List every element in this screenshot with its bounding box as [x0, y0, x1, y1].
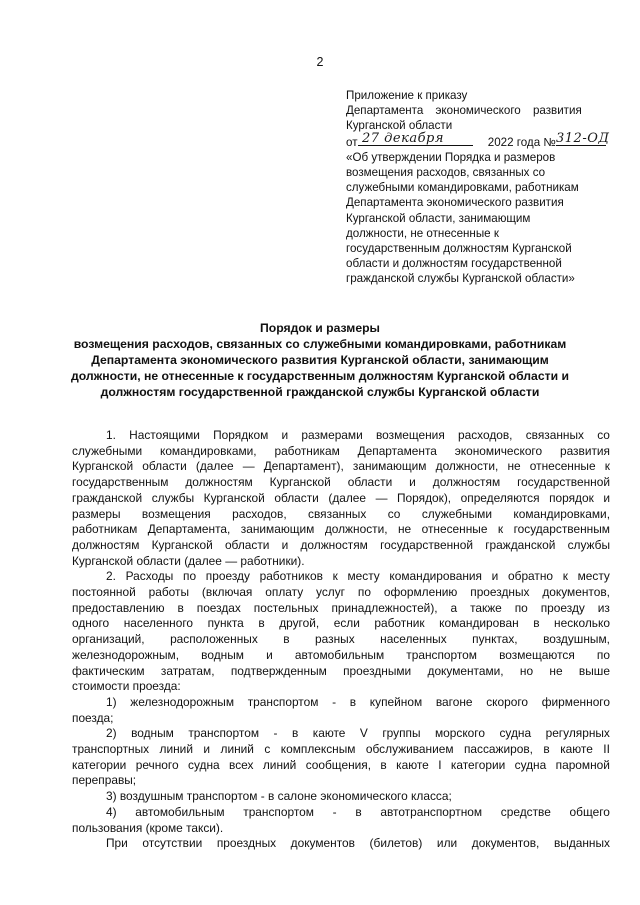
- word: документов,: [542, 585, 610, 600]
- word: водным: [131, 726, 174, 741]
- word: в: [291, 726, 299, 741]
- appendix-about-line: возмещения расходов, связанных со: [346, 166, 546, 180]
- paragraph-1: [72, 428, 610, 569]
- word: принадлежностей),: [331, 600, 438, 615]
- appendix-about-line: гражданской службы Курганской области»: [346, 272, 575, 286]
- word: области: [224, 537, 270, 552]
- word: постельных: [253, 600, 319, 615]
- text-line: переправы;: [72, 773, 137, 788]
- word: постоянной: [72, 585, 136, 600]
- word: проездных: [470, 585, 530, 600]
- word: транспортом: [188, 726, 259, 741]
- text-line: [72, 632, 610, 648]
- word: автомобильным: [135, 804, 225, 819]
- word: группы: [382, 726, 421, 741]
- word: или: [436, 836, 458, 851]
- word: определяются: [460, 490, 540, 505]
- word: автомобильным: [294, 647, 385, 662]
- word: обратно: [508, 569, 554, 584]
- word: каюте: [312, 726, 346, 741]
- word: месту: [577, 569, 610, 584]
- word: должностям: [300, 537, 368, 552]
- word: Расходы: [125, 569, 174, 584]
- word: При: [106, 836, 128, 851]
- word: оформлению: [383, 585, 458, 600]
- word: командировками,: [513, 506, 610, 521]
- word: но: [519, 663, 534, 678]
- word: автотранспортном: [380, 804, 483, 819]
- word: регулярных: [545, 726, 610, 741]
- word: фирменного: [541, 694, 610, 709]
- word: V: [359, 726, 368, 741]
- word: паромной: [555, 757, 610, 772]
- word: службы: [567, 537, 610, 552]
- word: скорого: [486, 694, 529, 709]
- text-line: [72, 475, 610, 491]
- word: из: [597, 600, 610, 615]
- word: несколько: [554, 616, 610, 631]
- word: линий: [262, 757, 297, 772]
- word: в: [355, 804, 362, 819]
- text-line: стоимости проезда:: [72, 679, 181, 694]
- word: и: [409, 475, 416, 490]
- word: I: [438, 757, 442, 772]
- word: транспортом: [243, 804, 314, 819]
- word: пункта: [207, 616, 244, 631]
- document-title: [40, 320, 600, 400]
- word: II: [603, 742, 610, 757]
- word: по: [357, 585, 371, 600]
- word: Порядок),: [397, 490, 452, 505]
- word: государственным: [72, 475, 169, 490]
- word: размерами: [301, 428, 363, 442]
- word: в: [177, 600, 184, 615]
- word: всех: [229, 757, 254, 772]
- text-line: [72, 805, 610, 821]
- text-line: поезда;: [72, 710, 114, 725]
- word: обслуживанием: [365, 742, 454, 757]
- word: судна: [188, 757, 220, 772]
- text-line: [72, 507, 610, 523]
- word: порядок: [549, 490, 594, 505]
- word: проезду: [205, 569, 250, 584]
- word: железнодорожным,: [72, 647, 180, 662]
- word: проездными: [343, 663, 412, 678]
- word: службы: [151, 490, 195, 505]
- word: если: [333, 616, 360, 631]
- word: гражданской: [485, 537, 556, 552]
- appendix-line: [346, 103, 608, 118]
- word: 1): [106, 694, 117, 709]
- title-line: должности, не отнесенные к государственным должностям Курганской области и: [71, 369, 569, 383]
- order-year: 2022 года №: [487, 135, 556, 149]
- word: развития: [559, 443, 610, 458]
- word: услуг: [316, 585, 346, 600]
- text-line: [72, 742, 610, 758]
- word: Департамент),: [263, 459, 344, 474]
- title-line: Порядок и размеры: [260, 321, 380, 335]
- word: в: [380, 757, 387, 772]
- list-item-3: [72, 789, 610, 805]
- text-line: [72, 664, 610, 680]
- word: и: [266, 647, 273, 662]
- text-line: [72, 491, 610, 507]
- word: транспортом: [247, 694, 319, 709]
- word: категории: [450, 757, 506, 772]
- text-line: [72, 695, 610, 711]
- title-line: возмещения расходов, связанных со служебными командировками, работникам: [73, 337, 567, 351]
- word: работы: [148, 585, 190, 600]
- appendix-header: [346, 88, 608, 287]
- word: занимающим: [240, 522, 315, 537]
- word: экономического: [454, 443, 543, 458]
- word: государственной: [380, 537, 473, 552]
- word: возмещения: [375, 428, 445, 442]
- word: Курганской: [269, 475, 331, 490]
- word: населенных: [380, 632, 447, 647]
- appendix-about-line: области и должностям государственной: [346, 257, 562, 271]
- word: не: [507, 459, 521, 474]
- word: проездных: [216, 836, 277, 851]
- text-line: 3) воздушным транспортом - в салоне экономического класса;: [106, 789, 452, 804]
- handwritten-number: 312-ОД: [556, 130, 610, 146]
- word: должностям: [72, 537, 140, 552]
- word: не: [549, 663, 563, 678]
- word: и: [281, 428, 289, 442]
- list-item-4: [72, 805, 610, 836]
- list-item-1: [72, 695, 610, 726]
- text-line: [72, 758, 610, 774]
- word: размеры: [72, 506, 121, 521]
- text-line: [72, 569, 610, 585]
- order-date-number-line: [346, 130, 610, 150]
- word: транспортом: [406, 647, 477, 662]
- word: разных: [315, 632, 355, 647]
- appendix-line: Курганской области: [346, 119, 453, 133]
- word: служебными: [421, 506, 492, 521]
- word: выше: [578, 663, 610, 678]
- word: отнесенные: [421, 522, 488, 537]
- word: возмещения: [141, 506, 211, 521]
- word: и: [281, 537, 289, 552]
- word: не: [397, 522, 412, 537]
- text-line: [72, 836, 610, 852]
- word: -: [273, 726, 278, 741]
- word: документов: [290, 836, 355, 851]
- text-line: Курганской области (далее — работники).: [72, 553, 305, 568]
- word: затратам,: [160, 663, 215, 678]
- word: командирования: [389, 569, 482, 584]
- word: области: [347, 475, 393, 490]
- word: (билетов): [369, 836, 423, 851]
- word: Курганской: [151, 537, 213, 552]
- word: 4): [106, 804, 117, 819]
- word: должности,: [435, 459, 499, 474]
- word: служебными: [72, 443, 143, 458]
- appendix-about-line: служебными командировками, работникам: [346, 181, 579, 195]
- word: населенного: [123, 616, 194, 631]
- word: сообщения,: [305, 757, 372, 772]
- word: должности,: [324, 522, 388, 537]
- word: линий: [220, 742, 254, 757]
- word: средстве: [500, 804, 551, 819]
- text-line: [72, 428, 610, 444]
- word: Курганской: [72, 459, 134, 474]
- word: к: [332, 569, 338, 584]
- order-prefix: от: [346, 135, 358, 149]
- word: (далее: [328, 490, 367, 505]
- word: -: [332, 804, 337, 819]
- word: гражданской: [72, 490, 143, 505]
- word: отсутствии: [142, 836, 203, 851]
- text-line: [72, 726, 610, 742]
- word: общего: [569, 804, 610, 819]
- word: в: [533, 616, 540, 631]
- handwritten-date: 27 декабря: [362, 130, 444, 146]
- word: каюте: [396, 757, 429, 772]
- appendix-about: [346, 150, 608, 287]
- word: фактическим: [72, 663, 145, 678]
- word: со: [387, 506, 401, 521]
- word: в: [349, 694, 357, 709]
- word: линий: [159, 742, 193, 757]
- word: по: [514, 600, 528, 615]
- word: должностям: [432, 475, 501, 490]
- word: возмещаются: [499, 647, 575, 662]
- word: 2): [106, 726, 117, 741]
- word: в: [258, 616, 265, 631]
- word: Настоящими: [129, 428, 200, 442]
- word: к: [604, 459, 610, 474]
- word: и: [491, 569, 499, 584]
- word: (далее: [195, 459, 234, 474]
- text-line: [72, 522, 610, 538]
- word: транспортных: [72, 742, 150, 757]
- text-line: [72, 585, 610, 601]
- word: —: [375, 490, 388, 505]
- word: работникам: [274, 443, 340, 458]
- document-body: [72, 428, 610, 852]
- word: судна: [499, 726, 532, 741]
- word: одного: [72, 616, 110, 631]
- word: работников: [259, 569, 323, 584]
- word: организаций,: [72, 632, 145, 647]
- word: расположенных: [170, 632, 258, 647]
- word: работникам: [72, 522, 138, 537]
- appendix-about-line: должности, не отнесенные к: [346, 226, 499, 240]
- word: по: [183, 569, 197, 584]
- word: водным: [201, 647, 244, 662]
- appendix-about-line: Курганской области, занимающим: [346, 211, 531, 225]
- word: также: [470, 600, 502, 615]
- word: купейном: [369, 694, 423, 709]
- text-line: [72, 601, 610, 617]
- word: комплексным: [280, 742, 356, 757]
- word: с: [264, 742, 271, 757]
- word: -: [332, 694, 337, 709]
- word: государственным: [513, 522, 610, 537]
- word: —: [242, 459, 255, 474]
- word: пассажиров,: [463, 742, 533, 757]
- word: месту: [347, 569, 380, 584]
- word: работник: [374, 616, 425, 631]
- word: судна: [514, 757, 547, 772]
- word: области: [274, 490, 319, 505]
- word: к: [497, 522, 504, 537]
- text-line: [72, 444, 610, 460]
- appendix-line: Приложение к приказу: [346, 89, 468, 102]
- text-line: [72, 538, 610, 554]
- word: расходов,: [457, 428, 513, 442]
- word: Порядком: [213, 428, 269, 442]
- word: 2.: [106, 569, 116, 584]
- word: а: [450, 600, 458, 615]
- word: Департамента,: [147, 522, 231, 537]
- word: речного: [135, 757, 179, 772]
- word: к: [562, 569, 568, 584]
- word: другой,: [279, 616, 320, 631]
- text-line: пользования (кроме такси).: [72, 820, 224, 835]
- word: Департамента: [357, 443, 437, 458]
- appendix-about-line: Департамента экономического развития: [346, 196, 564, 210]
- appendix-about-line: «Об утверждении Порядка и размеров: [346, 150, 556, 164]
- word: морского: [435, 726, 485, 741]
- word: выданных: [553, 836, 610, 851]
- word: и: [603, 490, 610, 505]
- word: по: [596, 647, 610, 662]
- word: (включая: [201, 585, 253, 600]
- word: поездах: [196, 600, 241, 615]
- word: командирован: [439, 616, 519, 631]
- word: подтвержденным: [230, 663, 327, 678]
- text-line: [72, 648, 610, 664]
- word: со: [597, 428, 610, 442]
- word: вагоне: [435, 694, 473, 709]
- word: в: [543, 742, 550, 757]
- word: пунктах,: [472, 632, 518, 647]
- word: воздушным,: [543, 632, 610, 647]
- word: связанных: [525, 428, 584, 442]
- list-item-2: [72, 726, 610, 789]
- word: каюте: [560, 742, 593, 757]
- word: расходов,: [232, 506, 287, 521]
- word: предоставлению: [72, 600, 165, 615]
- word: 1.: [106, 428, 116, 442]
- appendix-department: Департамента экономического развития: [346, 104, 582, 118]
- word: и: [203, 742, 211, 757]
- word: должностям: [185, 475, 253, 490]
- word: связанных: [308, 506, 367, 521]
- word: проезду: [540, 600, 585, 615]
- word: государственной: [517, 475, 610, 490]
- title-line: Департамента экономического развития Курганской области, занимающим: [91, 353, 549, 367]
- word: командировками,: [159, 443, 257, 458]
- paragraph-3: [72, 836, 610, 852]
- appendix-about-line: государственным должностям Курганской: [346, 242, 572, 256]
- paragraph-2: [72, 569, 610, 695]
- text-line: [72, 459, 610, 475]
- word: категории: [72, 757, 127, 772]
- word: занимающим: [352, 459, 427, 474]
- word: отнесенные: [529, 459, 596, 474]
- page-number: 2: [316, 55, 324, 69]
- word: в: [283, 632, 290, 647]
- word: оплату: [265, 585, 304, 600]
- word: железнодорожным: [130, 694, 234, 709]
- word: документами,: [427, 663, 504, 678]
- title-line: должностям государственной гражданской службы Курганской области: [100, 385, 540, 399]
- word: области: [142, 459, 187, 474]
- word: Курганской: [203, 490, 265, 505]
- word: документов,: [471, 836, 540, 851]
- text-line: [72, 616, 610, 632]
